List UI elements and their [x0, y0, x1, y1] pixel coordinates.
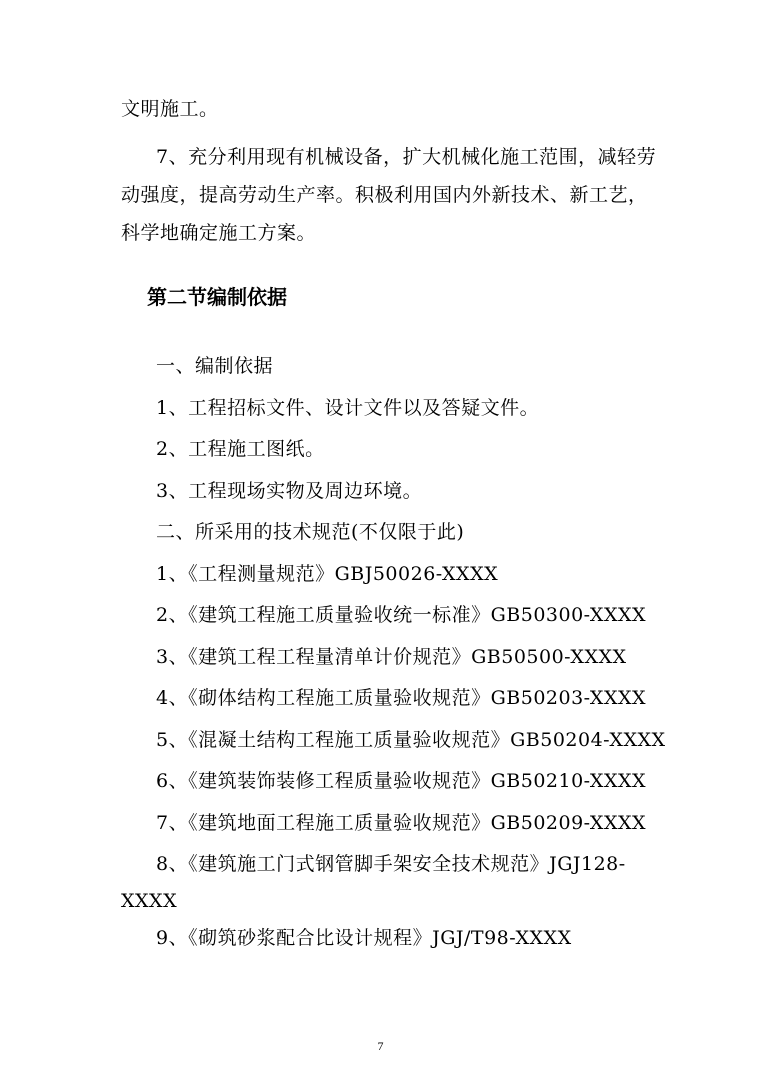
standard-item: 4、《砌体结构工程施工质量验收规范》GB50203-XXXX: [156, 687, 647, 709]
basis-item: 2、工程施工图纸。: [156, 438, 325, 460]
standard-item: 1、《工程测量规范》GBJ50026-XXXX: [156, 563, 499, 585]
basis-item: 1、工程招标文件、设计文件以及答疑文件。: [156, 397, 540, 419]
paragraph-continuation: 文明施工。: [121, 98, 219, 120]
item-7-line-2: 动强度，提高劳动生产率。积极利用国内外新技术、新工艺，: [121, 184, 648, 206]
standard-item-9: 9、《砌筑砂浆配合比设计规程》JGJ/T98-XXXX: [156, 927, 572, 949]
standard-item: 2、《建筑工程施工质量验收统一标准》GB50300-XXXX: [156, 604, 647, 626]
standard-item: 7、《建筑地面工程施工质量验收规范》GB50209-XXXX: [156, 812, 647, 834]
standard-item: 5、《混凝土结构工程施工质量验收规范》GB50204-XXXX: [156, 729, 666, 751]
page-number: 7: [377, 1039, 384, 1053]
basis-item: 3、工程现场实物及周边环境。: [156, 480, 423, 502]
section-title: 第二节编制依据: [147, 285, 287, 309]
item-7-line-1: 7、充分利用现有机械设备，扩大机械化施工范围，减轻劳: [156, 146, 657, 168]
item-7-line-3: 科学地确定施工方案。: [121, 222, 317, 244]
standard-item-8-line-2: XXXX: [121, 890, 178, 912]
standards-heading: 二、所采用的技术规范(不仅限于此): [156, 521, 465, 543]
basis-heading: 一、编制依据: [156, 355, 274, 377]
standard-item: 3、《建筑工程工程量清单计价规范》GB50500-XXXX: [156, 646, 627, 668]
standard-item: 6、《建筑装饰装修工程质量验收规范》GB50210-XXXX: [156, 770, 647, 792]
standard-item-8-line-1: 8、《建筑施工门式钢管脚手架安全技术规范》JGJ128-: [156, 853, 626, 875]
